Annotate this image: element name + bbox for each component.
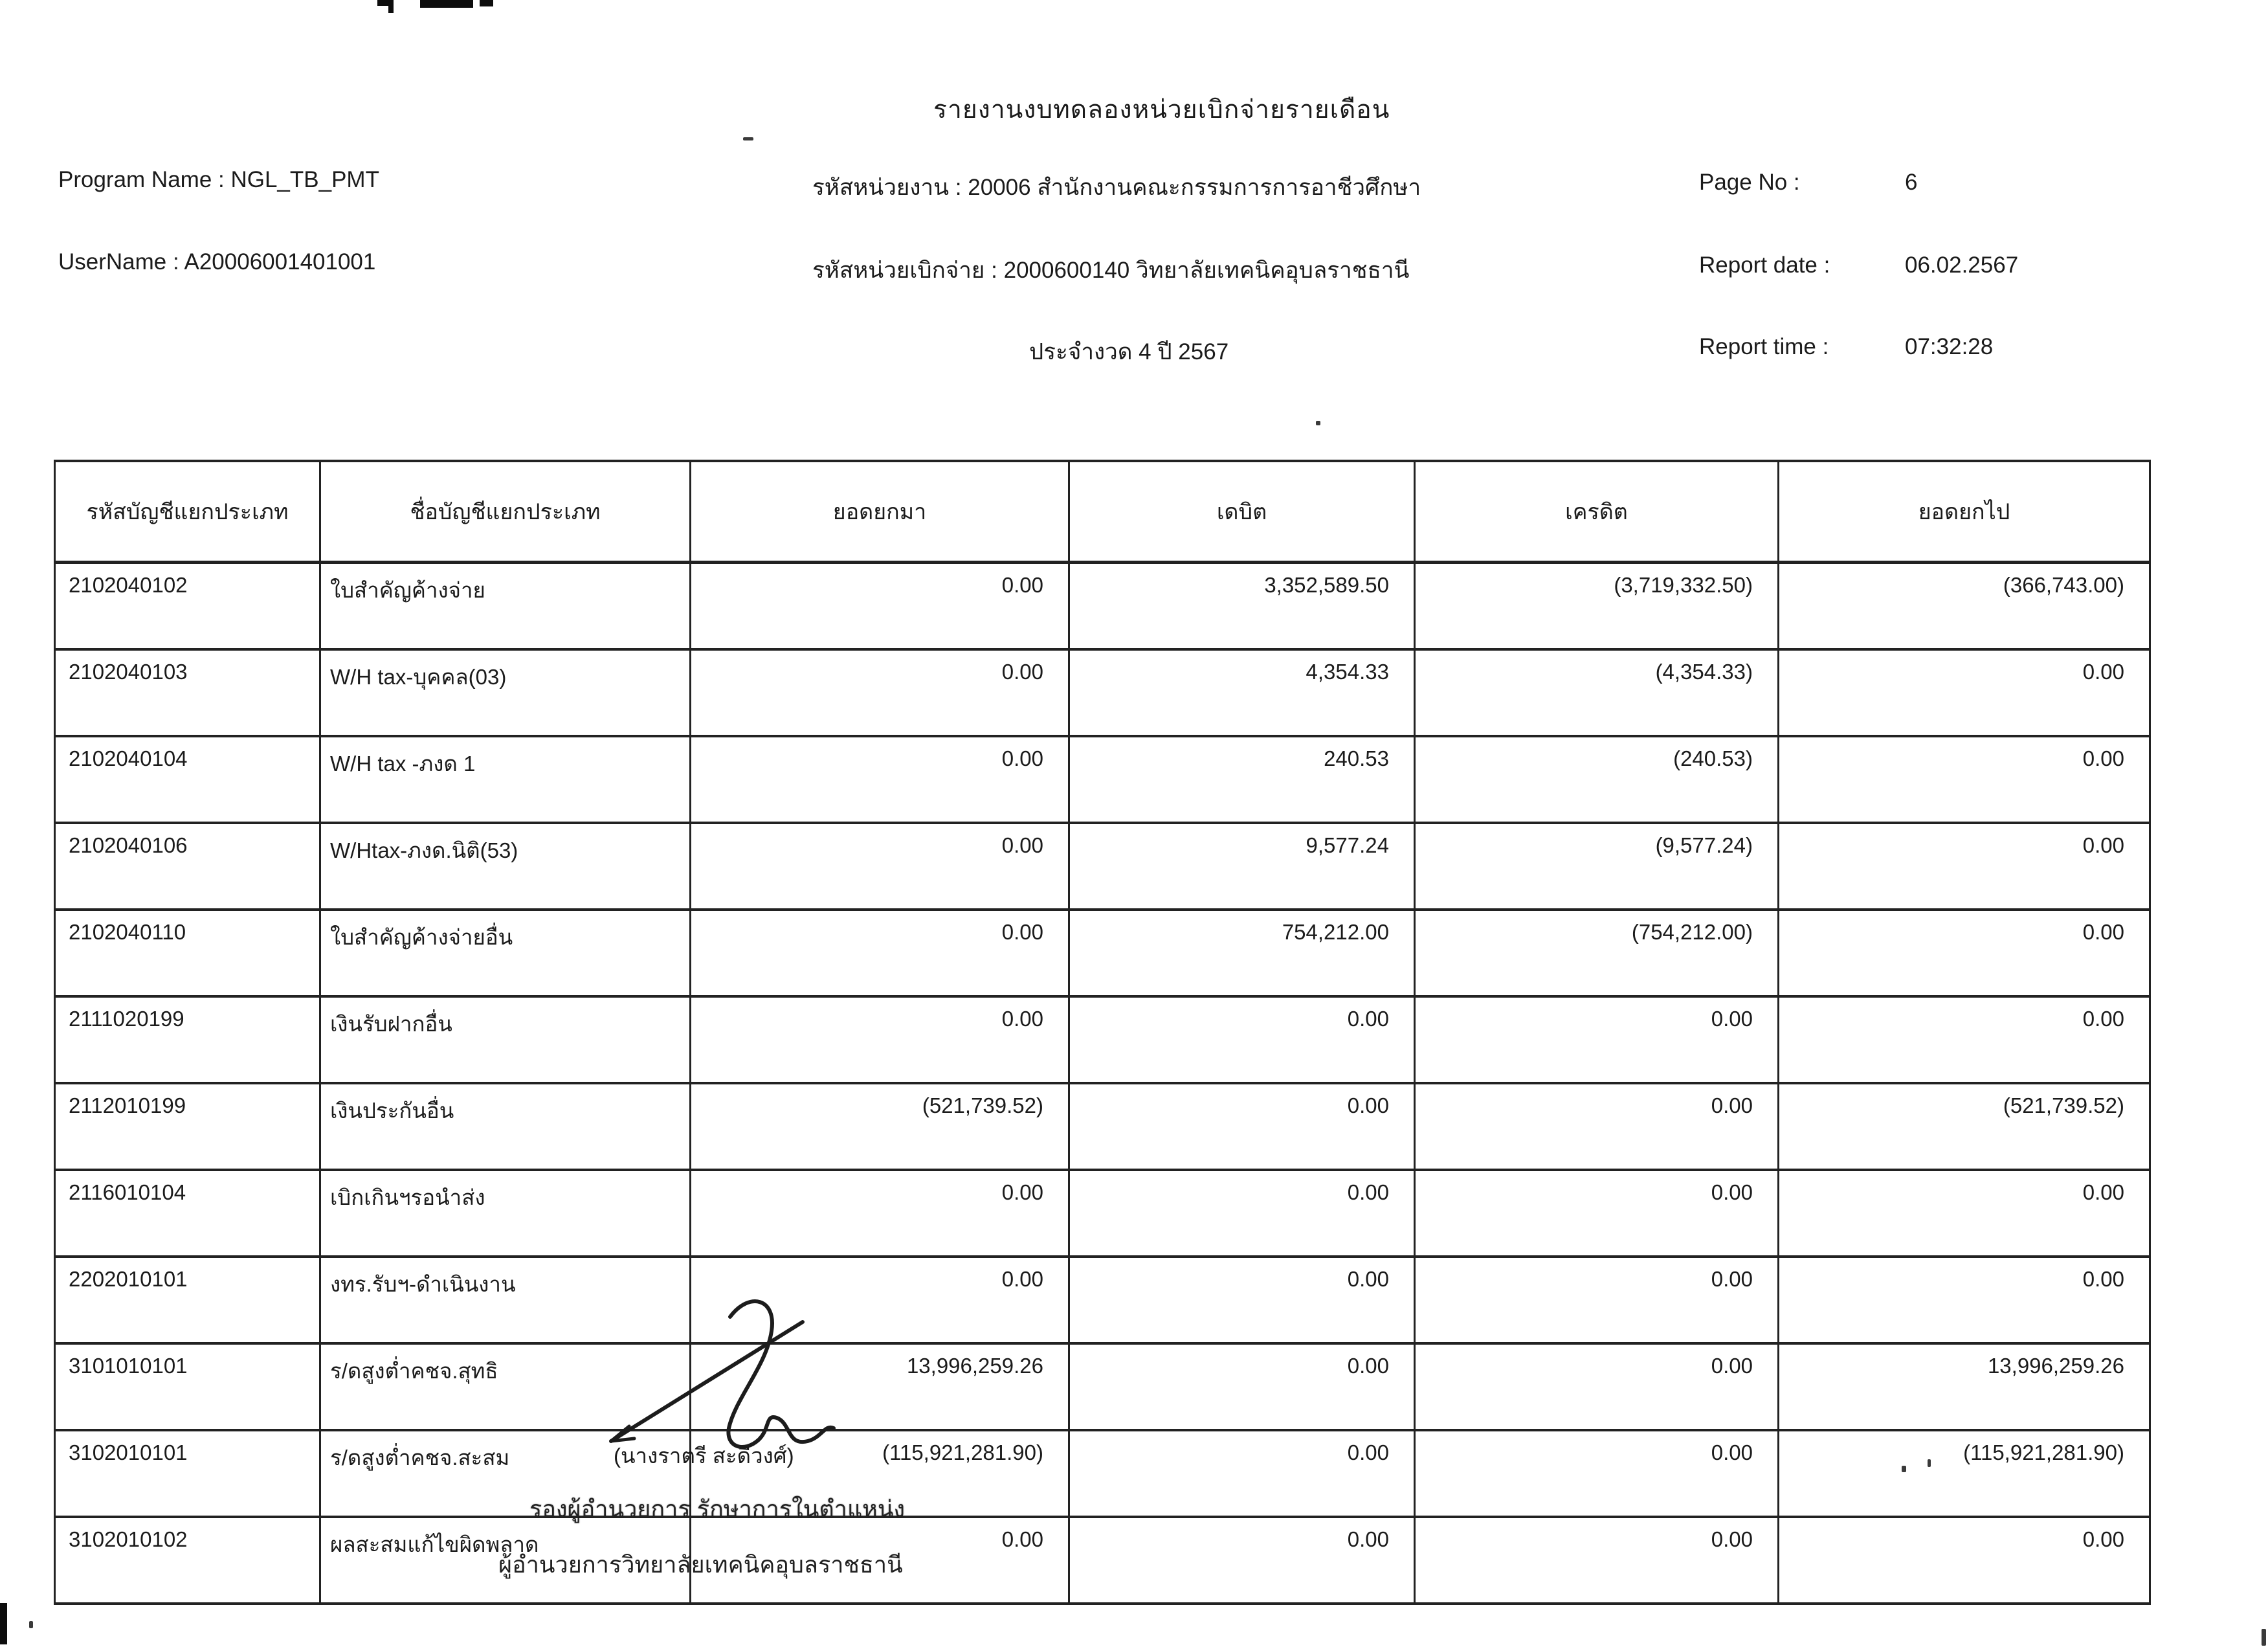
program-name-line: Program Name : NGL_TB_PMT xyxy=(58,167,379,192)
scan-speck xyxy=(2262,1629,2266,1646)
account-code-cell: 2102040103 xyxy=(55,649,320,736)
table-header-row xyxy=(55,461,2150,563)
page-no-value: 6 xyxy=(1905,170,1918,195)
debit-cell: 240.53 xyxy=(1069,736,1415,823)
scan-speck xyxy=(743,137,753,140)
debit-cell: 0.00 xyxy=(1069,1083,1415,1170)
scan-artifact xyxy=(0,1603,7,1644)
debit-cell: 4,354.33 xyxy=(1069,649,1415,736)
ending-balance-cell: (115,921,281.90) xyxy=(1779,1430,2150,1517)
ending-balance-cell: 0.00 xyxy=(1779,996,2150,1083)
account-name-cell: W/Htax-ภงด.นิติ(53) xyxy=(320,823,691,910)
account-name-cell: งทร.รับฯ-ดำเนินงาน xyxy=(320,1257,691,1343)
credit-cell: 0.00 xyxy=(1415,1343,1779,1430)
account-code-cell: 3102010101 xyxy=(55,1430,320,1517)
account-code-cell: 3101010101 xyxy=(55,1343,320,1430)
account-name-cell: ร/ดสูงต่ำคชจ.สะสม xyxy=(320,1430,691,1517)
beginning-balance-cell: 0.00 xyxy=(691,736,1069,823)
debit-cell: 0.00 xyxy=(1069,1517,1415,1604)
debit-cell: 0.00 xyxy=(1069,1343,1415,1430)
table-row xyxy=(55,563,2150,650)
beginning-balance-cell: 0.00 xyxy=(691,823,1069,910)
account-name-cell: W/H tax -ภงด 1 xyxy=(320,736,691,823)
account-name-cell: W/H tax-บุคคล(03) xyxy=(320,649,691,736)
account-name-cell: ร/ดสูงต่ำคชจ.สุทธิ xyxy=(320,1343,691,1430)
credit-cell: (4,354.33) xyxy=(1415,649,1779,736)
credit-cell: 0.00 xyxy=(1415,1517,1779,1604)
report-title: รายงานงบทดลองหน่วยเบิกจ่ายรายเดือน xyxy=(933,96,1390,124)
account-name-cell: เงินประกันอื่น xyxy=(320,1083,691,1170)
credit-cell: 0.00 xyxy=(1415,1430,1779,1517)
beginning-balance-cell: 13,996,259.26 xyxy=(691,1343,1069,1430)
account-code-cell: 2112010199 xyxy=(55,1083,320,1170)
credit-cell: 0.00 xyxy=(1415,1170,1779,1257)
beginning-balance-cell: 0.00 xyxy=(691,996,1069,1083)
beginning-balance-cell: 0.00 xyxy=(691,1170,1069,1257)
table-row xyxy=(55,1517,2150,1604)
period-line: ประจำงวด 4 ปี 2567 xyxy=(1029,339,1229,364)
debit-cell: 0.00 xyxy=(1069,1170,1415,1257)
scan-artifact xyxy=(480,0,493,6)
beginning-balance-cell: 0.00 xyxy=(691,563,1069,650)
report-time-label: Report time : xyxy=(1699,334,1829,359)
account-name-cell: ผลสะสมแก้ไขผิดพลาด xyxy=(320,1517,691,1604)
report-date-row xyxy=(1699,252,2018,278)
beginning-balance-cell: 0.00 xyxy=(691,910,1069,996)
table-row xyxy=(55,736,2150,823)
table-row xyxy=(55,1430,2150,1517)
beginning-balance-cell: 0.00 xyxy=(691,1257,1069,1343)
account-code-cell: 2102040104 xyxy=(55,736,320,823)
ending-balance-cell: 0.00 xyxy=(1779,649,2150,736)
account-name-cell: ใบสำคัญค้างจ่าย xyxy=(320,563,691,650)
account-name-cell: ใบสำคัญค้างจ่ายอื่น xyxy=(320,910,691,996)
credit-cell: 0.00 xyxy=(1415,1257,1779,1343)
table-row xyxy=(55,996,2150,1083)
account-code-cell: 2111020199 xyxy=(55,996,320,1083)
account-code-cell: 2102040102 xyxy=(55,563,320,650)
signer-position-line1: รองผู้อำนวยการ รักษาการในตำแหน่ง xyxy=(529,1496,906,1522)
signer-position-line2: ผู้อำนวยการวิทยาลัยเทคนิคอุบลราชธานี xyxy=(498,1551,903,1578)
credit-cell: 0.00 xyxy=(1415,1083,1779,1170)
ending-balance-cell: 0.00 xyxy=(1779,823,2150,910)
scan-speck xyxy=(29,1621,33,1628)
account-code-cell: 3102010102 xyxy=(55,1517,320,1604)
account-name-cell: เบิกเกินฯรอนำส่ง xyxy=(320,1170,691,1257)
page-no-label: Page No : xyxy=(1699,170,1800,195)
debit-cell: 0.00 xyxy=(1069,1257,1415,1343)
col-header-credit: เครดิต xyxy=(1415,461,1779,563)
agency-code-line: รหัสหน่วยงาน : 20006 สำนักงานคณะกรรมการการอาชีวศึกษา xyxy=(812,175,1421,200)
account-name-cell: เงินรับฝากอื่น xyxy=(320,996,691,1083)
scan-speck xyxy=(1316,421,1320,425)
credit-cell: (9,577.24) xyxy=(1415,823,1779,910)
ending-balance-cell: 0.00 xyxy=(1779,1257,2150,1343)
page-no-row xyxy=(1699,170,1917,196)
account-code-cell: 2202010101 xyxy=(55,1257,320,1343)
debit-cell: 9,577.24 xyxy=(1069,823,1415,910)
debit-cell: 3,352,589.50 xyxy=(1069,563,1415,650)
col-header-ending-balance: ยอดยกไป xyxy=(1779,461,2150,563)
report-time-value: 07:32:28 xyxy=(1905,334,1994,359)
beginning-balance-cell: (115,921,281.90) xyxy=(691,1430,1069,1517)
credit-cell: (754,212.00) xyxy=(1415,910,1779,996)
table-row xyxy=(55,1170,2150,1257)
table-row xyxy=(55,1343,2150,1430)
table-row xyxy=(55,649,2150,736)
col-header-account-name: ชื่อบัญชีแยกประเภท xyxy=(320,461,691,563)
table-row xyxy=(55,823,2150,910)
credit-cell: (240.53) xyxy=(1415,736,1779,823)
beginning-balance-cell: 0.00 xyxy=(691,649,1069,736)
col-header-debit: เดบิต xyxy=(1069,461,1415,563)
ending-balance-cell: (366,743.00) xyxy=(1779,563,2150,650)
trial-balance-table xyxy=(54,460,2151,1605)
beginning-balance-cell: 0.00 xyxy=(691,1517,1069,1604)
debit-cell: 0.00 xyxy=(1069,1430,1415,1517)
ending-balance-cell: 0.00 xyxy=(1779,1517,2150,1604)
report-date-label: Report date : xyxy=(1699,252,1830,278)
col-header-beginning-balance: ยอดยกมา xyxy=(691,461,1069,563)
report-time-row xyxy=(1699,334,1993,360)
signer-name: (นางราตรี สะดีวงศ์) xyxy=(614,1444,794,1468)
disbursement-unit-line: รหัสหน่วยเบิกจ่าย : 2000600140 วิทยาลัยเทคนิคอุบลราชธานี xyxy=(812,258,1410,283)
col-header-account-code: รหัสบัญชีแยกประเภท xyxy=(55,461,320,563)
table-row xyxy=(55,1257,2150,1343)
credit-cell: (3,719,332.50) xyxy=(1415,563,1779,650)
table-body xyxy=(55,563,2150,1604)
ending-balance-cell: 0.00 xyxy=(1779,910,2150,996)
ending-balance-cell: 0.00 xyxy=(1779,1170,2150,1257)
handwritten-signature xyxy=(583,1295,874,1463)
table-row xyxy=(55,910,2150,996)
scan-artifact xyxy=(388,0,394,13)
debit-cell: 754,212.00 xyxy=(1069,910,1415,996)
account-code-cell: 2102040106 xyxy=(55,823,320,910)
table-row xyxy=(55,1083,2150,1170)
scan-artifact xyxy=(420,0,473,8)
ending-balance-cell: 13,996,259.26 xyxy=(1779,1343,2150,1430)
username-line: UserName : A20006001401001 xyxy=(58,249,376,274)
report-date-value: 06.02.2567 xyxy=(1905,252,2019,278)
account-code-cell: 2116010104 xyxy=(55,1170,320,1257)
debit-cell: 0.00 xyxy=(1069,996,1415,1083)
beginning-balance-cell: (521,739.52) xyxy=(691,1083,1069,1170)
account-code-cell: 2102040110 xyxy=(55,910,320,996)
ending-balance-cell: (521,739.52) xyxy=(1779,1083,2150,1170)
ending-balance-cell: 0.00 xyxy=(1779,736,2150,823)
credit-cell: 0.00 xyxy=(1415,996,1779,1083)
